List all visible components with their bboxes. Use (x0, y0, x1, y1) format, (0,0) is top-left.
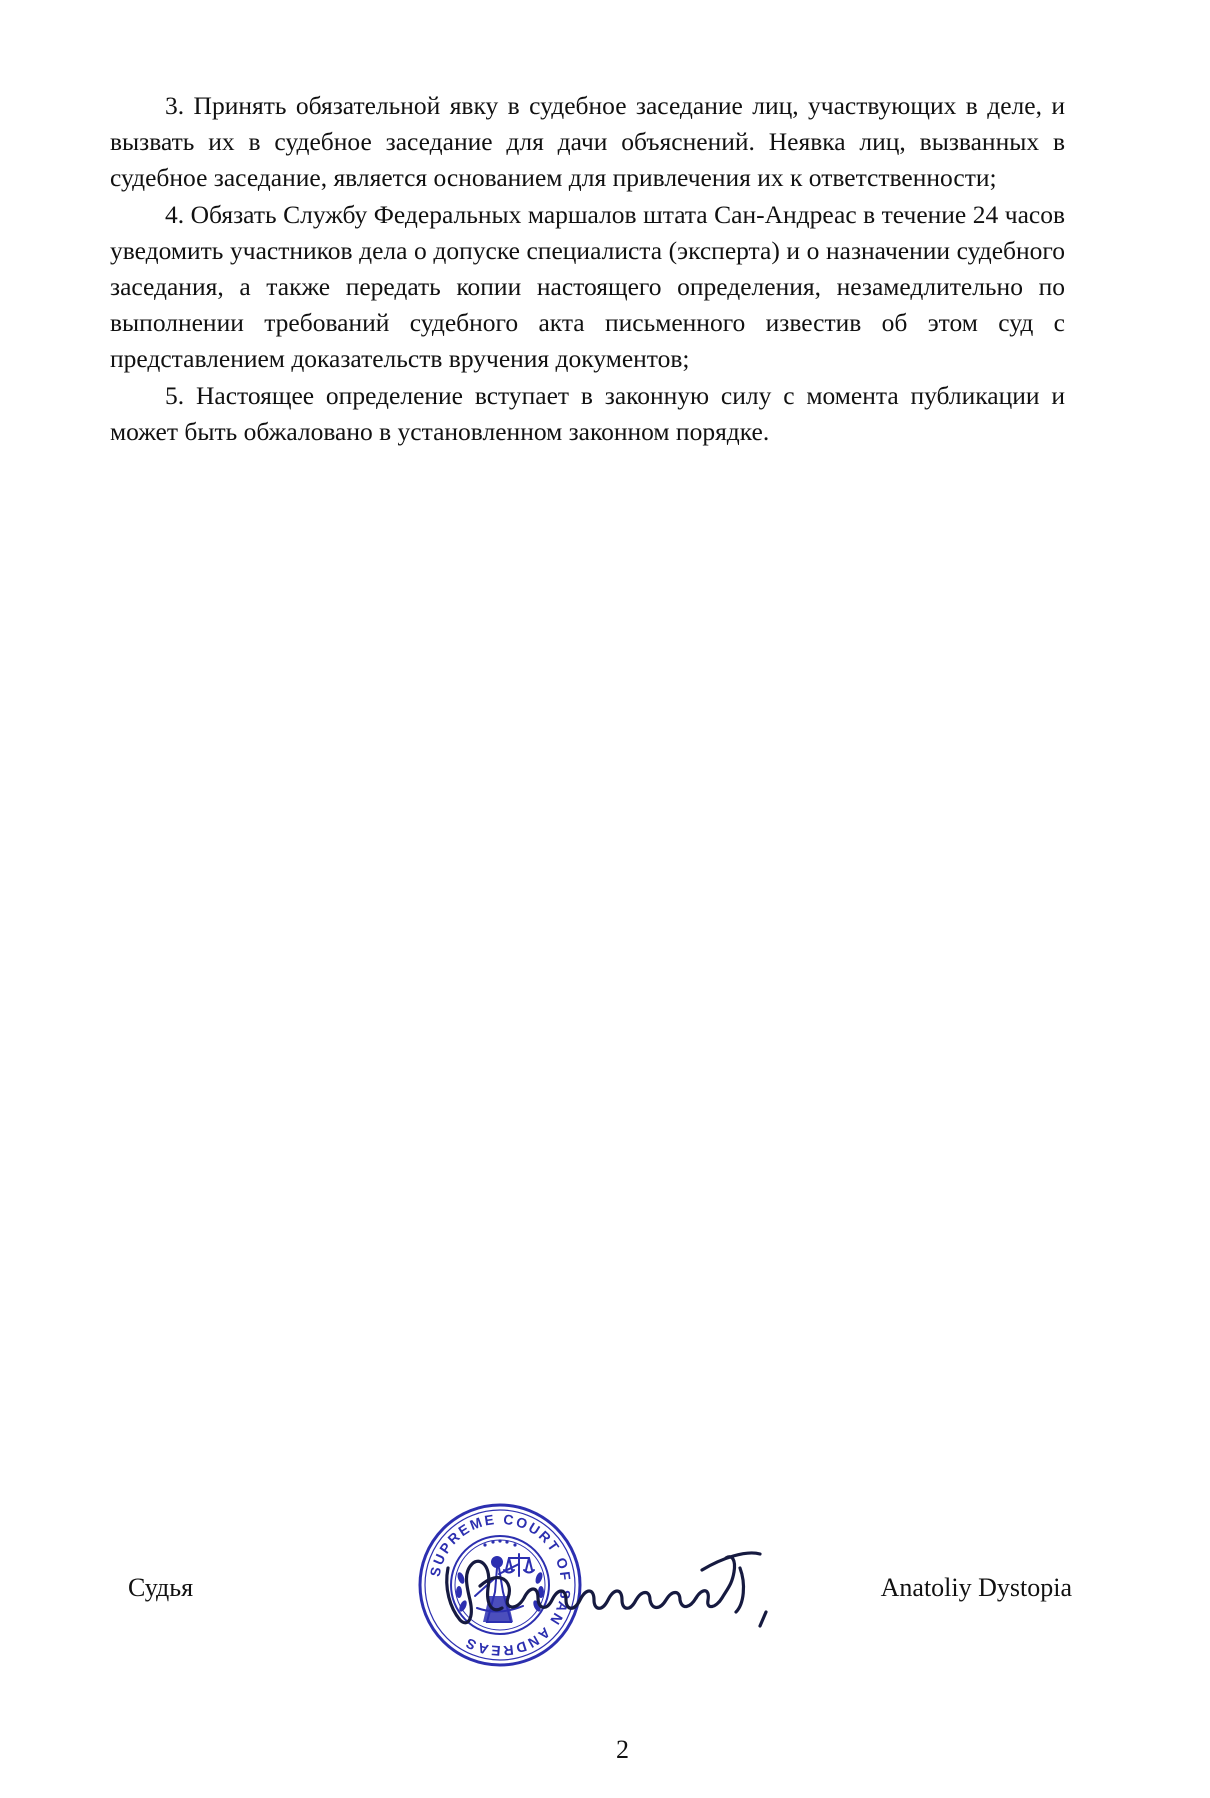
document-body (110, 88, 1065, 450)
paragraph-item-5: 5. Настоящее определение вступает в законную силу с момента публикации и может быть обжаловано в установленном законном порядке. (110, 380, 1065, 446)
handwritten-signature-icon (440, 1528, 820, 1638)
judge-role-label: Судья (128, 1573, 194, 1602)
judge-name: Anatoliy Dystopia (880, 1573, 1072, 1602)
page-number: 2 (616, 1735, 629, 1764)
seal-lettering: SUPREME COURT OF SAN ANDREAS (426, 1510, 575, 1660)
paragraph-item-4: 4. Обязать Службу Федеральных маршалов штата Сан-Андреас в течение 24 часов уведомить участников дела о допуске специалиста (эксперта) и о назначении судебного заседания, а также передать копии настоящего определения, незамедлительно по выполнении требований судебного акта письменного известив об этом суд с представлением доказательств вручения документов; (110, 199, 1065, 374)
paragraph-item-3: 3. Принять обязательной явку в судебное заседание лиц, участвующих в деле, и вызвать их в судебное заседание для дачи объяснений. Неявка лиц, вызванных в судебное заседание, является основанием для привлечения их к ответственности; (110, 91, 1065, 193)
signature-block (0, 1500, 1210, 1700)
